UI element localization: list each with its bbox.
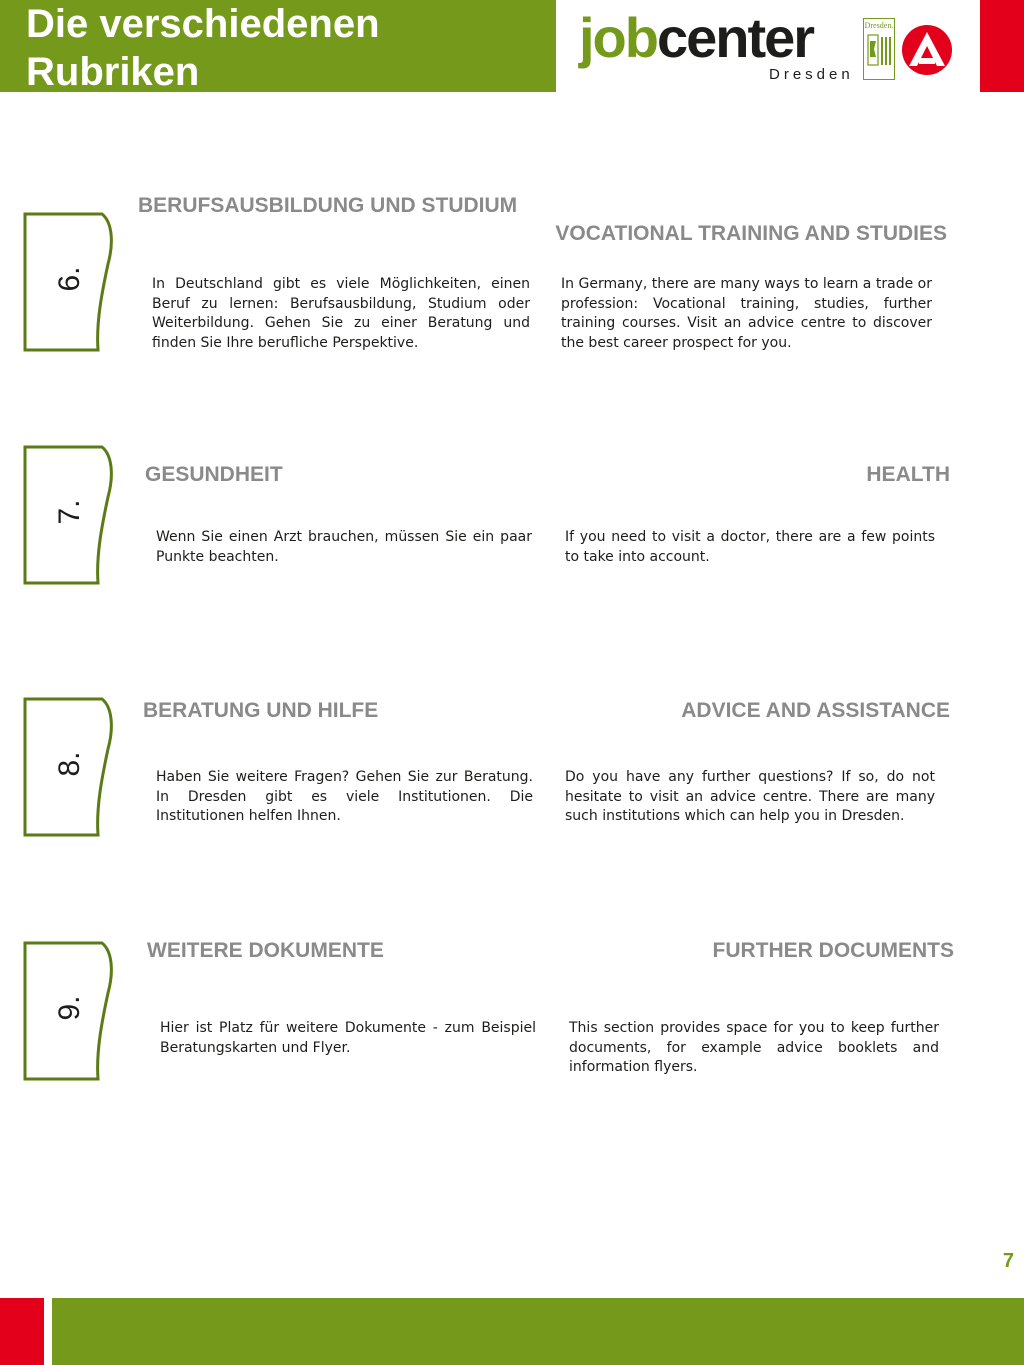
section-heading-de: GESUNDHEIT: [145, 463, 283, 486]
section-marker-8: [22, 697, 118, 839]
logo-part-center: center: [656, 6, 814, 69]
section-heading-en: FURTHER DOCUMENTS: [712, 939, 954, 962]
jobcenter-logo: [575, 6, 955, 84]
section-marker-6: [22, 212, 118, 354]
section-number: 6.: [53, 266, 86, 292]
section-heading-de: BERUFSAUSBILDUNG UND STUDIUM: [138, 194, 518, 217]
section-text-de: Hier ist Platz für weitere Dokumente - zum Beispiel Beratungskarten und Flyer.: [160, 1020, 536, 1056]
footer-green-bar: [52, 1298, 1024, 1365]
section-number: 8.: [53, 751, 86, 777]
section-marker-9: [22, 941, 118, 1083]
logo-city: Dresden: [769, 66, 854, 83]
page-title-line-1: Die verschiedenen: [26, 2, 380, 46]
section-text-en: Do you have any further questions? If so, do not hesitate to visit an advice centre. There are many such institutions which can help you in Dresden.: [565, 769, 935, 824]
section-heading-de: WEITERE DOKUMENTE: [147, 939, 384, 962]
agency-logo-icon: [901, 24, 953, 76]
page-title: [26, 0, 546, 96]
footer-red-block: [0, 1298, 44, 1365]
dresden-crest-icon: [863, 18, 895, 80]
section-heading-de: BERATUNG UND HILFE: [143, 699, 379, 722]
section-text-de: In Deutschland gibt es viele Möglichkeiten, einen Beruf zu lernen: Berufsausbildung, Studium oder Weiterbildung. Gehen Sie zu einer Beratung und finden Sie Ihre berufliche Perspektive.: [152, 276, 530, 351]
logo-wordmark: [579, 6, 813, 70]
section-text-de: Haben Sie weitere Fragen? Gehen Sie zur Beratung. In Dresden gibt es viele Institutionen. Die Institutionen helfen Ihnen.: [156, 769, 533, 824]
page-number: 7: [1002, 1250, 1014, 1272]
logo-part-job: job: [579, 6, 657, 69]
section-text-en: In Germany, there are many ways to learn a trade or profession: Vocational training, studies, further training courses. Visit an advice centre to discover the best career prospect for you.: [561, 276, 932, 351]
header-red-block: [980, 0, 1024, 92]
section-heading-en: VOCATIONAL TRAINING AND STUDIES: [555, 222, 947, 245]
section-marker-7: [22, 445, 118, 587]
section-heading-en: ADVICE AND ASSISTANCE: [681, 699, 950, 722]
section-number: 7.: [53, 499, 86, 525]
section-number: 9.: [53, 995, 86, 1021]
section-heading-en: HEALTH: [866, 463, 950, 486]
crest-label: Dresden.: [864, 21, 894, 30]
section-text-en: If you need to visit a doctor, there are a few points to take into account.: [565, 529, 935, 565]
section-text-de: Wenn Sie einen Arzt brauchen, müssen Sie ein paar Punkte beachten.: [156, 529, 532, 565]
page-title-line-2: Rubriken: [26, 50, 200, 94]
section-text-en: This section provides space for you to keep further documents, for example advice booklets and information flyers.: [569, 1020, 939, 1075]
